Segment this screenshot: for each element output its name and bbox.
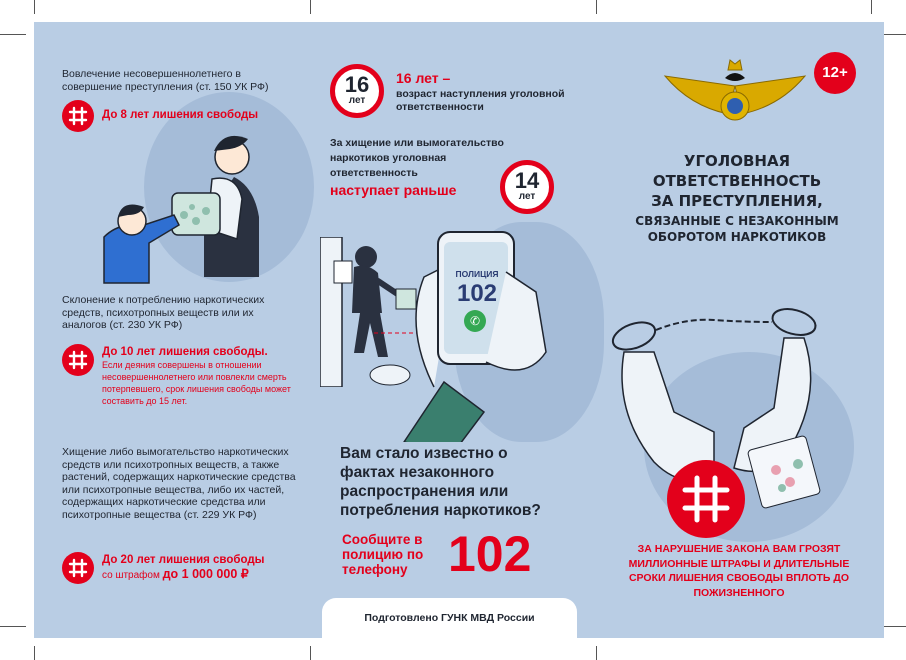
question-text: Вам стало известно о фактах незаконного распространения или потребления наркотиков? (340, 445, 541, 519)
title-line-5: ОБОРОТОМ НАРКОТИКОВ (647, 230, 827, 244)
crop-mark (0, 626, 26, 627)
age-16-desc: возраст наступления уголовной ответственности (396, 88, 565, 113)
call-text: Сообщите в полицию по телефону (342, 532, 424, 577)
warning-text: ЗА НАРУШЕНИЕ ЗАКОНА ВАМ ГРОЗЯТ МИЛЛИОННЫЕ ШТРАФЫ И ДЛИТЕЛЬНЫЕ СРОКИ ЛИШЕНИЯ СВОБОДЫ ВПЛОТЬ ДО ПОЖИЗНЕННОГО (628, 543, 850, 599)
phone-police-label: ПОЛИЦИЯ (455, 269, 499, 279)
prison-bars-icon (62, 552, 94, 584)
call-number: 102 (448, 526, 532, 582)
crop-mark (596, 646, 597, 660)
leaflet (34, 22, 884, 638)
phone-police-number: 102 (456, 280, 498, 307)
crop-mark (310, 0, 311, 14)
item3-penalty-label: До 20 лет лишения свободы (102, 554, 265, 566)
age-16-label: лет (348, 95, 366, 106)
fine-amount: до 1 000 000 ₽ (162, 567, 249, 581)
crop-mark (34, 0, 35, 14)
item3-penalty (62, 552, 307, 584)
prison-bars-icon (62, 344, 94, 376)
age-14-number: 14 (514, 168, 540, 193)
crop-mark (596, 0, 597, 14)
hand-holding-phone-illustration (394, 212, 594, 442)
title-line-1: УГОЛОВНАЯ (683, 152, 791, 170)
crop-mark (871, 0, 872, 14)
item1-text: Вовлечение несовершеннолетнего в совершение преступления (ст. 150 УК РФ) (62, 68, 269, 93)
call-icon: ✆ (464, 310, 486, 332)
age-16-number: 16 (344, 72, 370, 97)
crop-mark (34, 646, 35, 660)
age-16-badge (330, 64, 384, 118)
eagle-emblem-icon (660, 56, 810, 142)
title-line-2: ОТВЕТСТВЕННОСТЬ (652, 172, 822, 190)
item3-fine (102, 567, 264, 583)
age-14-label: лет (518, 191, 536, 202)
age-14-emph: наступает раньше (330, 182, 457, 198)
age-14-text: За хищение или вымогательство наркотиков уголовная ответственность (330, 137, 504, 179)
crop-mark (310, 646, 311, 660)
age-16-title: 16 лет – (396, 70, 451, 86)
item2-penalty (62, 344, 307, 407)
crop-mark (0, 34, 26, 35)
item3-text: Хищение либо вымогательство наркотических средств или психотропных веществ, а также растений, содержащих наркотические средства или психотропные вещества, либо их частей, содержащих наркотические средства или психотропные вещества (ст. 229 УК РФ) (62, 446, 296, 521)
item2-penalty-label: До 10 лет лишения свободы. (102, 346, 268, 358)
footer-panel (322, 598, 577, 638)
title-line-4: СВЯЗАННЫЕ С НЕЗАКОННЫМ (635, 214, 839, 228)
age-14-badge (500, 160, 554, 214)
age-rating-badge: 12+ (814, 52, 856, 94)
footer-text: Подготовлено ГУНК МВД России (364, 612, 535, 624)
item2-text: Склонение к потреблению наркотических средств, психотропных веществ или их аналогов (ст. 230 УК РФ) (62, 294, 265, 331)
item2-penalty-note: Если деяния совершены в отношении несовершеннолетнего или повлекли смерть потерпевшего, срок лишения свободы может составить до 15 лет. (102, 360, 291, 406)
man-and-boy-illustration (84, 117, 284, 287)
fine-prefix: со штрафом (102, 570, 160, 581)
large-prison-bars-icon (667, 460, 745, 538)
item1-penalty-label: До 8 лет лишения свободы (102, 109, 259, 121)
title-line-3: ЗА ПРЕСТУПЛЕНИЯ, (651, 192, 823, 210)
